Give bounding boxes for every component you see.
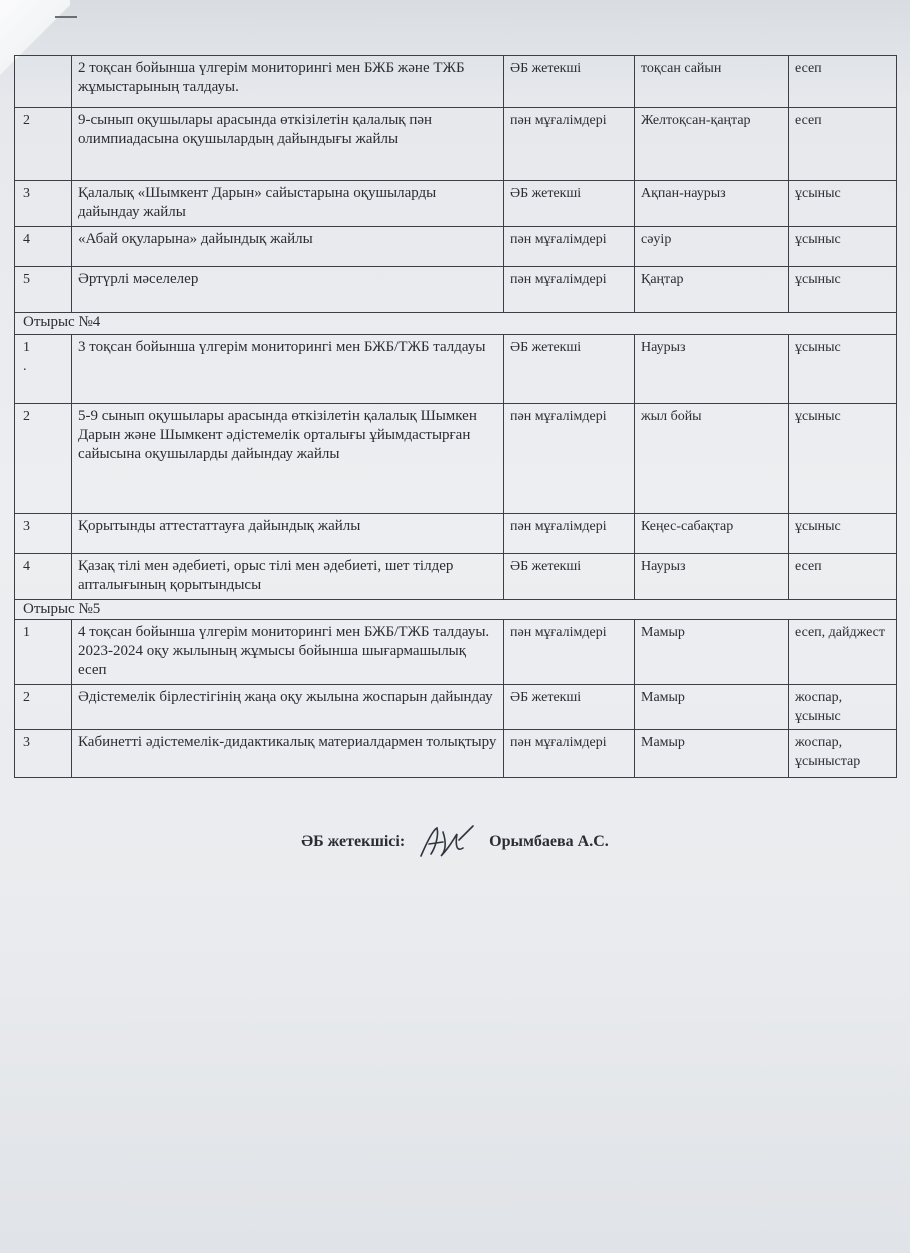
deadline-cell: Қаңтар (635, 267, 789, 313)
result-form-cell: жоспар, ұсыныс (789, 685, 897, 730)
section-header-row (15, 313, 897, 335)
signature-name: Орымбаева А.С. (489, 833, 609, 850)
result-form-cell: есеп (789, 56, 897, 108)
responsible-cell: пән мұғалімдері (504, 514, 635, 554)
responsible-cell: ӘБ жетекші (504, 181, 635, 227)
table-row (15, 56, 897, 108)
table-row (15, 108, 897, 181)
table-row (15, 620, 897, 685)
pen-mark (55, 16, 77, 18)
topic-cell: 4 тоқсан бойынша үлгерім мониторингі мен БЖБ/ТЖБ талдауы. 2023-2024 оқу жылының жұмысы бойынша шығармашылық есеп (72, 620, 504, 685)
row-number: 2 (15, 108, 72, 181)
responsible-cell: ӘБ жетекші (504, 56, 635, 108)
result-form-cell: есеп, дайджест (789, 620, 897, 685)
table-row (15, 267, 897, 313)
row-number (15, 56, 72, 108)
responsible-cell: ӘБ жетекші (504, 685, 635, 730)
responsible-cell: пән мұғалімдері (504, 404, 635, 514)
deadline-cell: Ақпан-наурыз (635, 181, 789, 227)
topic-cell: 9-сынып оқушылары арасында өткізілетін қалалық пән олимпиадасына оқушылардың дайындығы жайлы (72, 108, 504, 181)
result-form-cell: ұсыныс (789, 227, 897, 267)
responsible-cell: пән мұғалімдері (504, 267, 635, 313)
topic-cell: Қалалық «Шымкент Дарын» сайыстарына оқушыларды дайындау жайлы (72, 181, 504, 227)
topic-cell: 2 тоқсан бойынша үлгерім мониторингі мен БЖБ және ТЖБ жұмыстарының талдауы. (72, 56, 504, 108)
deadline-cell: тоқсан сайын (635, 56, 789, 108)
table-row (15, 227, 897, 267)
table-row (15, 685, 897, 730)
row-number: 4 (15, 227, 72, 267)
deadline-cell: Наурыз (635, 554, 789, 600)
handwritten-signature (417, 822, 477, 862)
responsible-cell: пән мұғалімдері (504, 227, 635, 267)
row-number: 3 (15, 181, 72, 227)
table-row (15, 730, 897, 778)
deadline-cell: жыл бойы (635, 404, 789, 514)
plan-table (14, 55, 897, 778)
deadline-cell: Мамыр (635, 620, 789, 685)
topic-cell: Кабинетті әдістемелік-дидактикалық материалдармен толықтыру (72, 730, 504, 778)
deadline-cell: сәуір (635, 227, 789, 267)
deadline-cell: Кеңес-сабақтар (635, 514, 789, 554)
signature-role: ӘБ жетекшісі: (301, 833, 406, 850)
topic-cell: Әдістемелік бірлестігінің жаңа оқу жылына жоспарын дайындау (72, 685, 504, 730)
deadline-cell: Мамыр (635, 685, 789, 730)
section-title: Отырыс №5 (15, 600, 897, 620)
result-form-cell: есеп (789, 108, 897, 181)
topic-cell: 3 тоқсан бойынша үлгерім мониторингі мен БЖБ/ТЖБ талдауы (72, 335, 504, 404)
result-form-cell: ұсыныс (789, 335, 897, 404)
responsible-cell: ӘБ жетекші (504, 335, 635, 404)
signature-block (0, 822, 910, 862)
table-row (15, 554, 897, 600)
responsible-cell: ӘБ жетекші (504, 554, 635, 600)
result-form-cell: ұсыныс (789, 514, 897, 554)
result-form-cell: есеп (789, 554, 897, 600)
result-form-cell: жоспар, ұсыныстар (789, 730, 897, 778)
topic-cell: Қорытынды аттестаттауға дайындық жайлы (72, 514, 504, 554)
row-number: 4 (15, 554, 72, 600)
section-header-row (15, 600, 897, 620)
deadline-cell: Желтоқсан-қаңтар (635, 108, 789, 181)
responsible-cell: пән мұғалімдері (504, 730, 635, 778)
table-row (15, 335, 897, 404)
topic-cell: 5-9 сынып оқушылары арасында өткізілетін қалалық Шымкен Дарын және Шымкент әдістемелік орталығы ұйымдастырған сайысына оқушыларды дайындау жайлы (72, 404, 504, 514)
responsible-cell: пән мұғалімдері (504, 620, 635, 685)
topic-cell: Қазақ тілі мен әдебиеті, орыс тілі мен әдебиеті, шет тілдер апталығының қорытындысы (72, 554, 504, 600)
table-row (15, 404, 897, 514)
table-row (15, 181, 897, 227)
topic-cell: Әртүрлі мәселелер (72, 267, 504, 313)
table-row (15, 514, 897, 554)
row-number: 1 . (15, 335, 72, 404)
result-form-cell: ұсыныс (789, 404, 897, 514)
plan-table-body (15, 56, 897, 778)
responsible-cell: пән мұғалімдері (504, 108, 635, 181)
row-number: 1 (15, 620, 72, 685)
topic-cell: «Абай оқуларына» дайындық жайлы (72, 227, 504, 267)
row-number: 5 (15, 267, 72, 313)
result-form-cell: ұсыныс (789, 267, 897, 313)
deadline-cell: Мамыр (635, 730, 789, 778)
row-number: 2 (15, 685, 72, 730)
result-form-cell: ұсыныс (789, 181, 897, 227)
deadline-cell: Наурыз (635, 335, 789, 404)
row-number: 3 (15, 514, 72, 554)
section-title: Отырыс №4 (15, 313, 897, 335)
row-number: 3 (15, 730, 72, 778)
row-number: 2 (15, 404, 72, 514)
